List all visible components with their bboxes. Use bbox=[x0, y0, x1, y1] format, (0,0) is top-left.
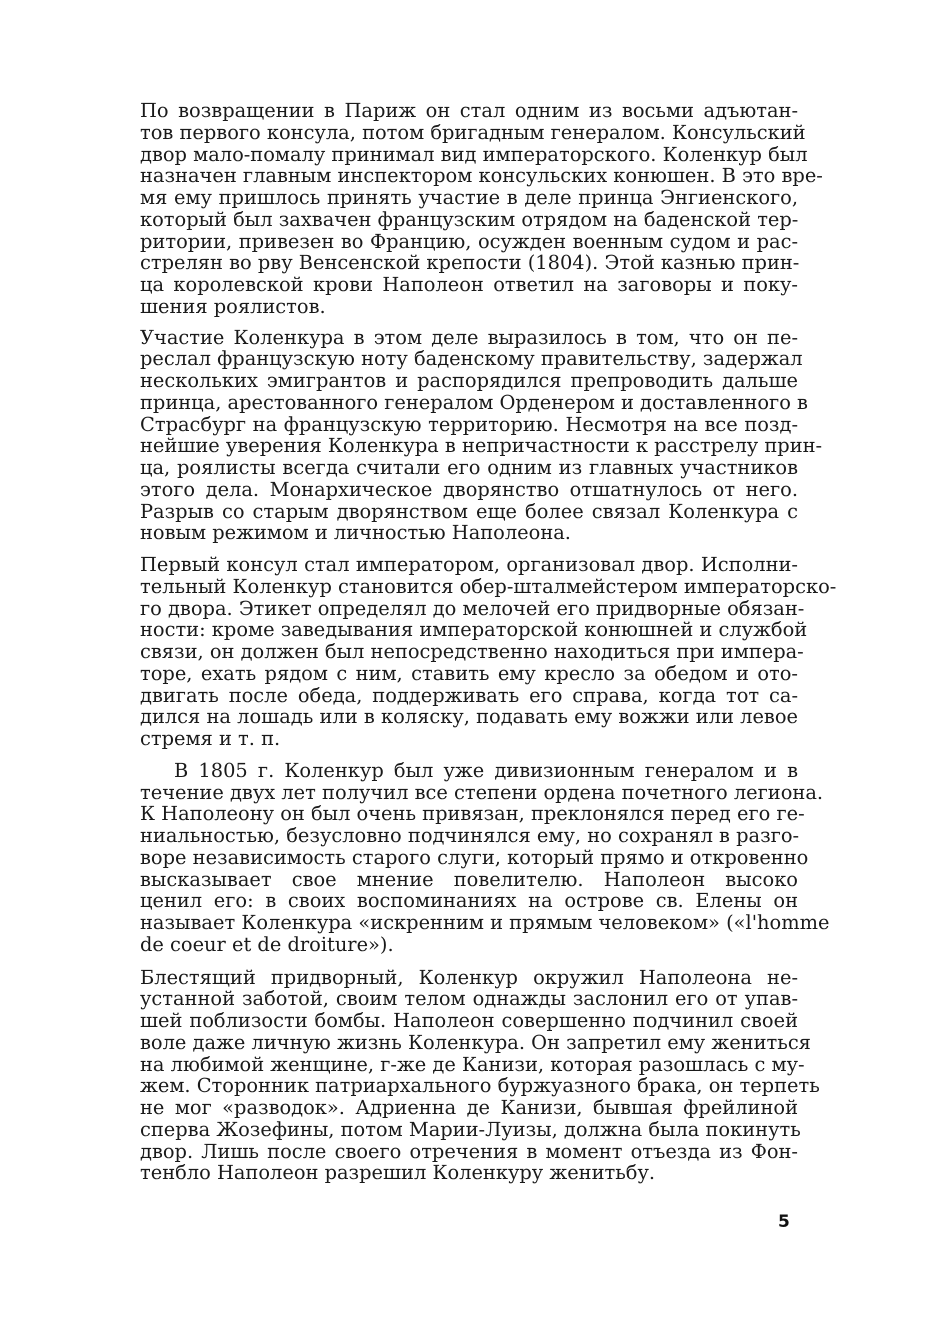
text-line: течение двух лет получил все степени ордена почетного легиона. bbox=[140, 780, 824, 804]
text-line: тов первого консула, потом бригадным генералом. Консульский bbox=[140, 120, 806, 144]
paragraph-3 bbox=[140, 553, 837, 750]
text-line: Участие Коленкура в этом деле выразилось в том, что он пе- bbox=[140, 325, 798, 349]
text-line: ритории, привезен во Францию, осужден военным судом и рас- bbox=[140, 229, 798, 253]
text-line: К Наполеону он был очень привязан, преклонялся перед его ге- bbox=[140, 802, 805, 826]
paragraph-4 bbox=[140, 758, 830, 956]
text-line: на любимой женщине, г-же де Канизи, которая разошлась с му- bbox=[140, 1052, 805, 1076]
text-line: не мог «разводок». Адриенна де Канизи, бывшая фрейлиной bbox=[140, 1096, 798, 1119]
text-line: двигать после обеда, поддерживать его справа, когда тот са- bbox=[140, 683, 798, 707]
text-line: шей поблизости бомбы. Наполеон совершенно подчинил своей bbox=[140, 1009, 798, 1032]
text-line: Блестящий придворный, Коленкур окружил Наполеона не- bbox=[140, 965, 798, 989]
text-line: го двора. Этикет определял до мелочей его придворные обязан- bbox=[140, 596, 805, 620]
text-line: шения роялистов. bbox=[140, 294, 326, 318]
text-line: нейшие уверения Коленкура в непричастности к расстрелу прин- bbox=[140, 434, 823, 458]
text-line: ца королевской крови Наполеон ответил на заговоры и поку- bbox=[140, 273, 798, 296]
paragraph-2 bbox=[140, 325, 823, 545]
text-line: мя ему пришлось принять участие в деле принца Энгиенского, bbox=[140, 186, 798, 209]
text-line: торе, ехать рядом с ним, ставить ему кресло за обедом и ото- bbox=[140, 661, 798, 685]
text-line: двор. Лишь после своего отречения в момент отъезда из Фон- bbox=[140, 1139, 798, 1163]
text-line: Страсбург на французскую территорию. Несмотря на все позд- bbox=[140, 412, 798, 436]
text-line: ности: кроме заведывания императорской конюшней и службой bbox=[140, 618, 808, 642]
text-line: воле даже личную жизнь Коленкура. Он запретил ему жениться bbox=[140, 1030, 811, 1054]
text-line: Первый консул стал императором, организовал двор. Исполни- bbox=[140, 553, 798, 576]
text-line: назначен главным инспектором консульских конюшен. В это вре- bbox=[140, 164, 823, 188]
text-line: стремя и т. п. bbox=[140, 727, 281, 750]
text-line: дился на лошадь или в коляску, подавать ему вожжи или левое bbox=[140, 705, 798, 729]
paragraph-1 bbox=[140, 99, 823, 318]
text-line: сперва Жозефины, потом Марии-Луизы, должна была покинуть bbox=[140, 1117, 801, 1141]
text-line: реслал французскую ноту баденскому правительству, задержал bbox=[140, 347, 803, 371]
text-line: В 1805 г. Коленкур был уже дивизионным генералом и в bbox=[174, 758, 798, 782]
text-line: ца, роялисты всегда считали его одним из главных участников bbox=[140, 456, 798, 479]
text-line: ценил его: в своих воспоминаниях на острове св. Елены он bbox=[140, 889, 798, 913]
text-line: ниальностью, безусловно подчинялся ему, но сохранял в разго- bbox=[140, 824, 800, 847]
text-line: тенбло Наполеон разрешил Коленкуру женитьбу. bbox=[140, 1161, 656, 1185]
text-line: этого дела. Монархическое дворянство отшатнулось от него. bbox=[140, 477, 798, 501]
text-line: называет Коленкура «искренним и прямым человеком» («l'homme bbox=[140, 911, 830, 934]
text-line: воре независимость старого слуги, который прямо и откровенно bbox=[140, 845, 809, 869]
text-line: двор мало-помалу принимал вид императорского. Коленкур был bbox=[140, 142, 808, 166]
text-line: новым режимом и личностью Наполеона. bbox=[140, 521, 571, 545]
text-line: тельный Коленкур становится обер-шталмейстером императорско- bbox=[140, 574, 837, 598]
text-line: de coeur et de droiture»). bbox=[140, 932, 394, 956]
text-line: нескольких эмигрантов и распорядился препроводить дальше bbox=[140, 369, 798, 392]
text-line: стрелян во рву Венсенской крепости (1804). Этой казнью прин- bbox=[140, 251, 800, 275]
page-number: 5 bbox=[778, 1212, 790, 1232]
text-line: принца, арестованного генералом Орденером и доставленного в bbox=[140, 390, 808, 414]
text-line: устанной заботой, своим телом однажды заслонил его от упав- bbox=[140, 987, 798, 1011]
body-text bbox=[140, 99, 837, 1185]
text-line: Разрыв со старым дворянством еще более связал Коленкура с bbox=[140, 499, 798, 523]
text-line: высказывает свое мнение повелителю. Наполеон высоко bbox=[140, 867, 798, 891]
text-line: связи, он должен был непосредственно находиться при импера- bbox=[140, 640, 804, 663]
text-line: жем. Сторонник патриархального буржуазного брака, он терпеть bbox=[140, 1074, 820, 1098]
text-line: который был захвачен французским отрядом на баденской тер- bbox=[140, 207, 799, 231]
paragraph-5 bbox=[140, 965, 820, 1185]
text-line: По возвращении в Париж он стал одним из восьми адъютан- bbox=[140, 99, 798, 122]
